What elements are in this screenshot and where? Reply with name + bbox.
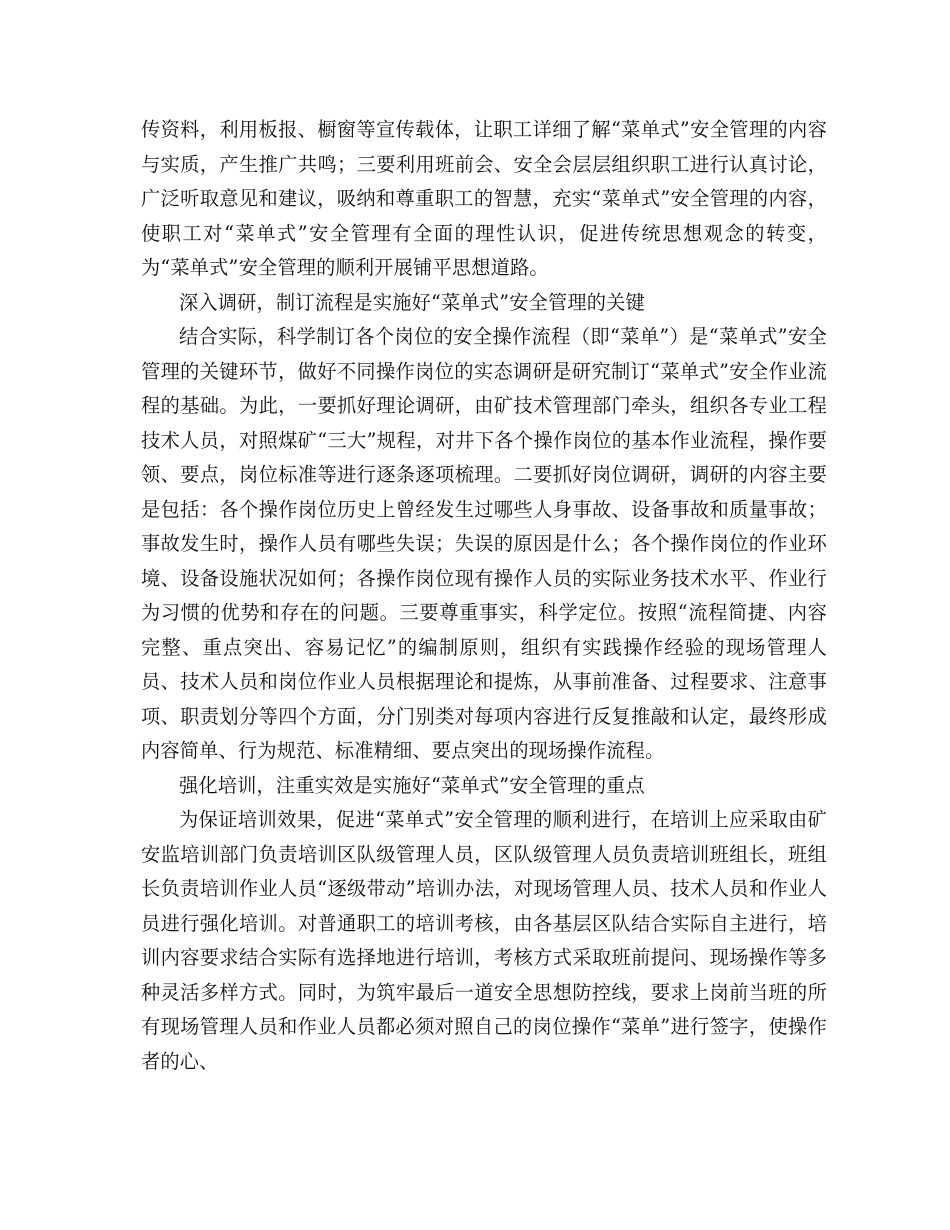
- document-body: [141, 113, 827, 1079]
- section-heading-research: 深入调研，制订流程是实施好“菜单式”安全管理的关键: [179, 290, 645, 314]
- paragraph-training: 为保证培训效果，促进“菜单式”安全管理的顺利进行，在培训上应采取由矿安监培训部门负责培训区队级管理人员，区队级管理人员负责培训班组长，班组长负责培训作业人员“逐级带动”培训办法，对现场管理人员、技术人员和作业人员进行强化培训。对普通职工的培训考核，由各基层区队结合实际自主进行，培训内容要求结合实际有选择地进行培训，考核方式采取班前提问、现场操作等多种灵活多样方式。同时，为筑牢最后一道安全思想防控线，要求上岗前当班的所有现场管理人员和作业人员都必须对照自己的岗位操作“菜单”进行签字，使操作者的心、: [141, 808, 827, 1073]
- paragraph-continued: 传资料，利用板报、橱窗等宣传载体，让职工详细了解“菜单式”安全管理的内容与实质，产生推广共鸣；三要利用班前会、安全会层层组织职工进行认真讨论，广泛听取意见和建议，吸纳和尊重职工的智慧，充实“菜单式”安全管理的内容，使职工对“菜单式”安全管理有全面的理性认识，促进传统思想观念的转变，为“菜单式”安全管理的顺利开展铺平思想道路。: [141, 118, 827, 279]
- paragraph-research: 结合实际，科学制订各个岗位的安全操作流程（即“菜单”）是“菜单式”安全管理的关键环节，做好不同操作岗位的实态调研是研究制订“菜单式”安全作业流程的基础。为此，一要抓好理论调研，由矿技术管理部门牵头，组织各专业工程技术人员，对照煤矿“三大”规程，对井下各个操作岗位的基本作业流程，操作要领、要点，岗位标准等进行逐条逐项梳理。二要抓好岗位调研，调研的内容主要是包括：各个操作岗位历史上曾经发生过哪些人身事故、设备事故和质量事故；事故发生时，操作人员有哪些失误；失误的原因是什么；各个操作岗位的作业环境、设备设施状况如何；各操作岗位现有操作人员的实际业务技术水平、作业行为习惯的优势和存在的问题。三要尊重事实，科学定位。按照“流程简捷、内容完整、重点突出、容易记忆”的编制原则，组织有实践操作经验的现场管理人员、技术人员和岗位作业人员根据理论和提炼，从事前准备、过程要求、注意事项、职责划分等四个方面，分门别类对每项内容进行反复推敲和认定，最终形成内容简单、行为规范、标准精细、要点突出的现场操作流程。: [141, 325, 827, 762]
- section-heading-training: 强化培训，注重实效是实施好“菜单式”安全管理的重点: [179, 773, 645, 797]
